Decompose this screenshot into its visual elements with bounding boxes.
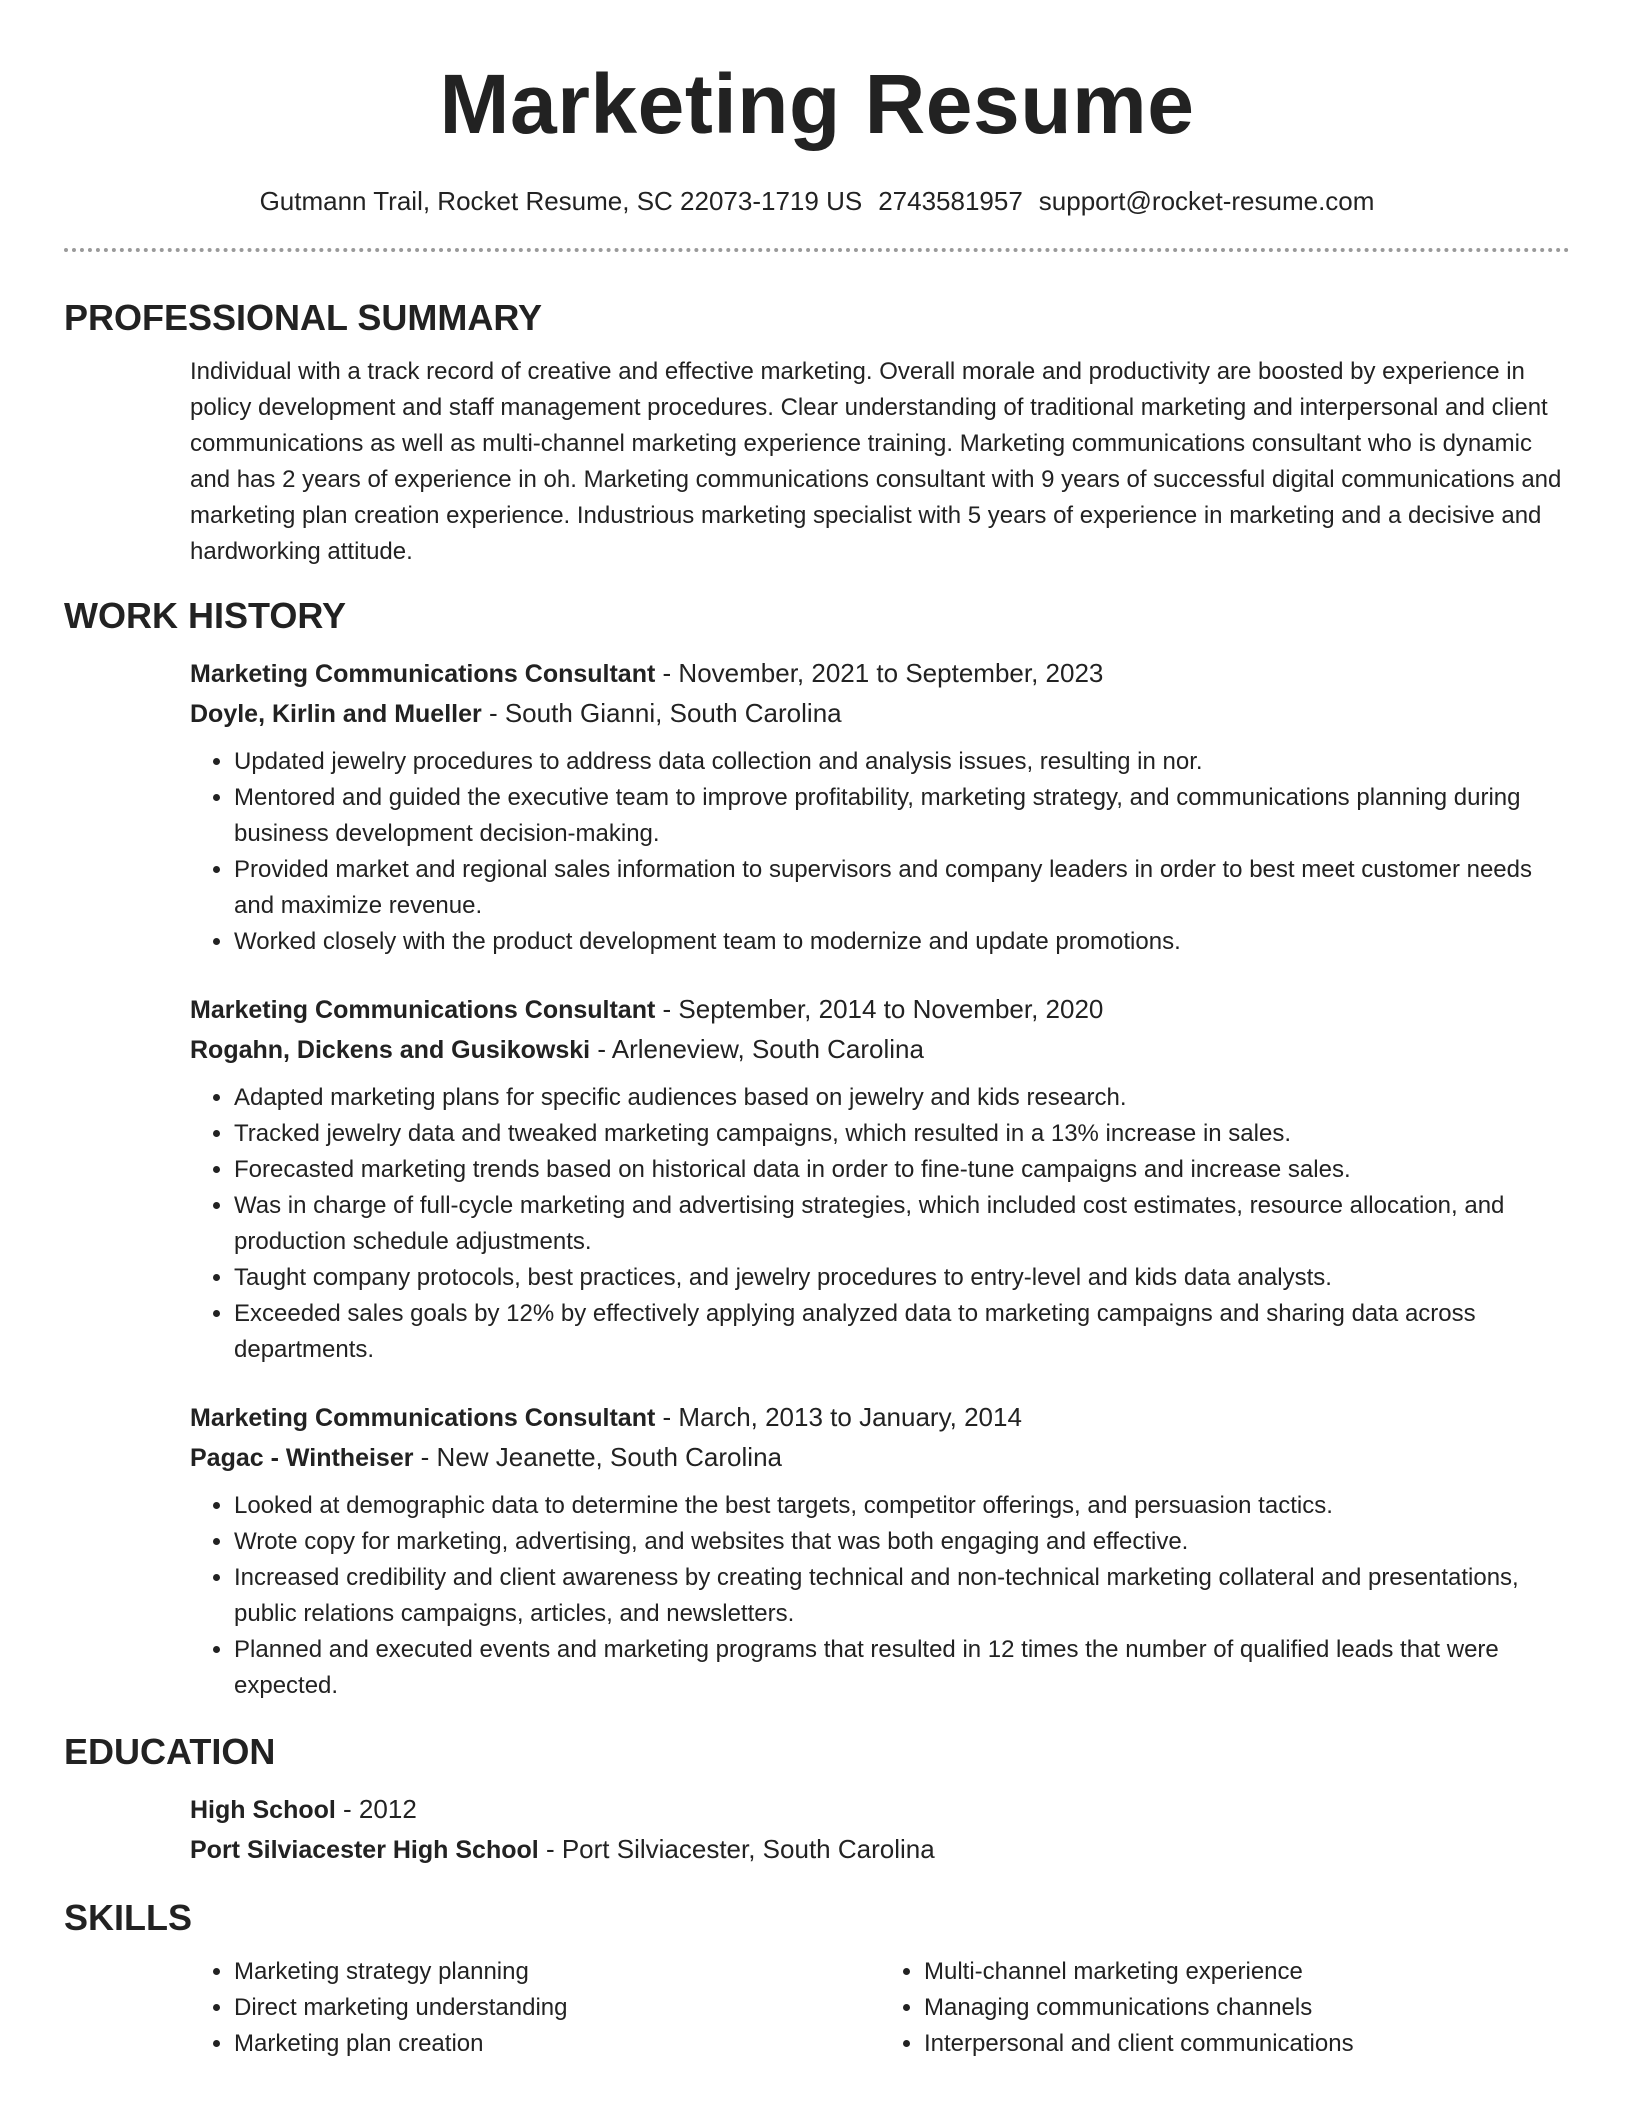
summary-section xyxy=(190,354,1570,570)
skills-heading: SKILLS xyxy=(64,1897,193,1938)
skill-item: • Multi-channel marketing experience xyxy=(924,1954,1570,1990)
education-location: - Port Silviacester, South Carolina xyxy=(538,1834,935,1864)
header-divider xyxy=(64,248,1570,252)
job-company-line xyxy=(190,694,1570,734)
education-degree: High School xyxy=(190,1796,336,1824)
education-heading: EDUCATION xyxy=(64,1731,276,1772)
job-entry xyxy=(190,1398,1570,1704)
job-bullet: • Wrote copy for marketing, advertising, and websites that was both engaging and effective. xyxy=(234,1524,1570,1560)
job-company-line xyxy=(190,1030,1570,1070)
job-bullet: • Looked at demographic data to determine the best targets, competitor offerings, and persuasion tactics. xyxy=(234,1488,1570,1524)
job-bullets xyxy=(190,744,1570,960)
job-bullet: • Mentored and guided the executive team to improve profitability, marketing strategy, and communications planning during business development decision-making. xyxy=(234,780,1570,852)
job-bullet: • Was in charge of full-cycle marketing and advertising strategies, which included cost estimates, resource allocation, and production schedule adjustments. xyxy=(234,1188,1570,1260)
job-title-line xyxy=(190,1398,1570,1438)
job-bullet: • Taught company protocols, best practices, and jewelry procedures to entry-level and kids data analysts. xyxy=(234,1260,1570,1296)
skills-list-right xyxy=(880,1954,1570,2062)
job-entry xyxy=(190,990,1570,1368)
work-history-section xyxy=(190,654,1570,1704)
job-bullet: • Exceeded sales goals by 12% by effectively applying analyzed data to marketing campaigns and sharing data across departments. xyxy=(234,1296,1570,1368)
contact-email: support@rocket-resume.com xyxy=(1038,186,1375,216)
skill-item: • Marketing plan creation xyxy=(234,2026,880,2062)
job-location: - South Gianni, South Carolina xyxy=(481,698,842,728)
contact-phone: 2743581957 xyxy=(878,186,1023,216)
job-title-line xyxy=(190,990,1570,1030)
job-dates: - September, 2014 to November, 2020 xyxy=(655,994,1104,1024)
job-dates: - November, 2021 to September, 2023 xyxy=(655,658,1104,688)
skill-item: • Managing communications channels xyxy=(924,1990,1570,2026)
job-bullet: • Forecasted marketing trends based on historical data in order to fine-tune campaigns and increase sales. xyxy=(234,1152,1570,1188)
contact-line xyxy=(64,184,1570,218)
job-bullet: • Worked closely with the product development team to modernize and update promotions. xyxy=(234,924,1570,960)
job-bullet: • Adapted marketing plans for specific audiences based on jewelry and kids research. xyxy=(234,1080,1570,1116)
summary-heading: PROFESSIONAL SUMMARY xyxy=(64,297,543,338)
skill-item: • Marketing strategy planning xyxy=(234,1954,880,1990)
skill-item: • Interpersonal and client communications xyxy=(924,2026,1570,2062)
summary-text: Individual with a track record of creative and effective marketing. Overall morale and productivity are boosted by experience in policy development and staff management procedures. Clear understanding of traditional marketing and interpersonal and client communications as well as multi-channel marketing experience training. Marketing communications consultant who is dynamic and has 2 years of experience in oh. Marketing communications consultant with 9 years of successful digital communications and marketing plan creation experience. Industrious marketing specialist with 5 years of experience in marketing and a decisive and hardworking attitude. xyxy=(190,358,1562,565)
job-dates: - March, 2013 to January, 2014 xyxy=(655,1402,1022,1432)
resume-title: Marketing Resume xyxy=(439,57,1195,151)
job-company: Doyle, Kirlin and Mueller xyxy=(190,700,482,728)
resume-page xyxy=(64,0,1570,2062)
job-role: Marketing Communications Consultant xyxy=(190,660,656,688)
education-degree-line xyxy=(190,1790,1570,1830)
job-bullet: • Tracked jewelry data and tweaked marketing campaigns, which resulted in a 13% increase in sales. xyxy=(234,1116,1570,1152)
job-bullet: • Increased credibility and client awareness by creating technical and non-technical marketing collateral and presentations, public relations campaigns, articles, and newsletters. xyxy=(234,1560,1570,1632)
job-role: Marketing Communications Consultant xyxy=(190,996,656,1024)
job-company-line xyxy=(190,1438,1570,1478)
education-school-line xyxy=(190,1830,1570,1870)
job-title-line xyxy=(190,654,1570,694)
job-entry xyxy=(190,654,1570,960)
job-bullets xyxy=(190,1080,1570,1368)
work-history-heading: WORK HISTORY xyxy=(64,595,347,636)
job-company: Rogahn, Dickens and Gusikowski xyxy=(190,1036,591,1064)
job-bullet: • Provided market and regional sales information to supervisors and company leaders in order to best meet customer needs and maximize revenue. xyxy=(234,852,1570,924)
contact-address: Gutmann Trail, Rocket Resume, SC 22073-1719 US xyxy=(259,186,863,216)
skill-item: • Direct marketing understanding xyxy=(234,1990,880,2026)
job-bullet: • Updated jewelry procedures to address data collection and analysis issues, resulting in nor. xyxy=(234,744,1570,780)
job-bullets xyxy=(190,1488,1570,1704)
job-location: - New Jeanette, South Carolina xyxy=(413,1442,782,1472)
job-bullet: • Planned and executed events and marketing programs that resulted in 12 times the number of qualified leads that were expected. xyxy=(234,1632,1570,1704)
job-role: Marketing Communications Consultant xyxy=(190,1404,656,1432)
education-section xyxy=(190,1790,1570,1870)
job-company: Pagac - Wintheiser xyxy=(190,1444,414,1472)
education-year: - 2012 xyxy=(335,1794,417,1824)
education-school: Port Silviacester High School xyxy=(190,1836,539,1864)
skills-section xyxy=(190,1954,1570,2062)
job-location: - Arleneview, South Carolina xyxy=(590,1034,924,1064)
skills-list-left xyxy=(190,1954,880,2062)
